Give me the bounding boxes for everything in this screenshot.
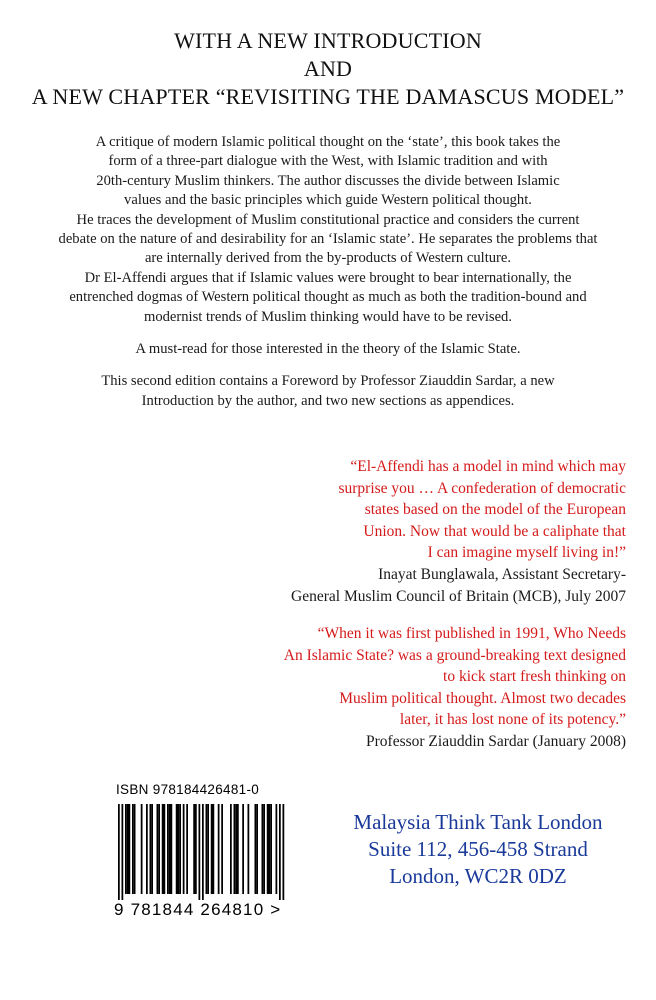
barcode-bar	[176, 804, 178, 894]
barcode-bar	[202, 804, 204, 900]
review-quote-sardar	[166, 623, 626, 753]
barcode-bar	[248, 804, 250, 894]
description-line: entrenched dogmas of Western political thought as much as both the tradition-bound and	[69, 289, 587, 306]
description-line: Dr El-Affendi argues that if Islamic values were brought to bear internationally, the	[84, 269, 572, 286]
quote-line: to kick start fresh thinking on	[443, 668, 626, 686]
barcode-bar	[186, 804, 188, 894]
barcode-bar	[234, 804, 236, 894]
barcode-bar	[269, 804, 271, 894]
barcode-bar	[262, 804, 264, 894]
barcode-bar	[218, 804, 220, 894]
quote-line: later, it has lost none of its potency.”	[399, 711, 626, 729]
barcode-bar	[169, 804, 171, 894]
barcode-bar	[125, 804, 127, 894]
barcode-bar	[171, 804, 173, 894]
publisher-address	[318, 809, 638, 890]
heading-line-1: WITH A NEW INTRODUCTION	[174, 28, 482, 53]
description-line: 20th-century Muslim thinkers. The author discusses the divide between Islamic	[96, 172, 560, 189]
barcode-bar	[195, 804, 197, 894]
book-description	[30, 133, 626, 411]
barcode-bar	[151, 804, 153, 894]
barcode-bar	[183, 804, 185, 894]
barcode-bar	[207, 804, 209, 894]
heading-line-2: AND	[303, 56, 353, 81]
barcode-digits: 9 781844 264810 >	[114, 900, 282, 919]
description-line: A critique of modern Islamic political thought on the ‘state’, this book takes the	[95, 134, 561, 150]
quote-line: “El-Affendi has a model in mind which may	[350, 458, 626, 475]
description-line: Introduction by the author, and two new sections as appendices.	[141, 392, 515, 409]
barcode-bar	[211, 804, 213, 894]
quote-line: surprise you … A confederation of democratic	[338, 479, 626, 497]
barcode-bar	[276, 804, 278, 894]
barcode-bar	[178, 804, 180, 894]
barcode-bar	[221, 804, 223, 894]
description-paragraph-3	[30, 372, 626, 411]
barcode-bar	[283, 804, 285, 900]
barcode-bar	[193, 804, 195, 894]
barcode-bar	[256, 804, 258, 894]
quote-line: “When it was first published in 1991, Who Needs	[317, 625, 626, 642]
barcode-bar	[167, 804, 169, 894]
description-line: values and the basic principles which guide Western political thought.	[124, 192, 532, 209]
quote-attribution: Professor Ziauddin Sardar (January 2008)	[366, 732, 626, 750]
barcode-bar	[235, 804, 237, 894]
quote-attribution: General Muslim Council of Britain (MCB), July 2007	[291, 587, 626, 605]
quote-line: I can imagine myself living in!”	[427, 544, 626, 562]
description-line: debate on the nature of and desirability for an ‘Islamic state’. He separates the problems that	[58, 231, 598, 248]
barcode-bar	[267, 804, 269, 894]
barcode-bar	[199, 804, 201, 900]
description-line: form of a three-part dialogue with the West, with Islamic tradition and with	[108, 153, 548, 170]
quote-line: Muslim political thought. Almost two decades	[339, 689, 626, 707]
barcode-bar	[141, 804, 143, 894]
barcode-bar	[242, 804, 244, 894]
review-quote-bunglawala	[166, 456, 626, 607]
description-line: modernist trends of Muslim thinking would have to be revised.	[143, 308, 513, 325]
barcode-bar	[122, 804, 124, 900]
barcode-bar	[146, 804, 148, 894]
heading-line-3: A NEW CHAPTER “REVISITING THE DAMASCUS MODEL”	[31, 84, 625, 109]
barcode-bar	[270, 804, 272, 894]
barcode-bar	[134, 804, 136, 894]
barcode-bar	[118, 804, 120, 900]
barcode-bar	[158, 804, 160, 894]
description-line: This second edition contains a Foreword by Professor Ziauddin Sardar, a new	[101, 373, 555, 390]
quote-attribution: Inayat Bunglawala, Assistant Secretary-	[378, 565, 626, 583]
description-line: He traces the development of Muslim constitutional practice and considers the current	[76, 211, 580, 228]
address-line-2: Suite 112, 456-458 Strand	[368, 837, 588, 861]
paragraph-gap	[30, 359, 626, 372]
barcode-bar	[162, 804, 164, 894]
barcode-bar	[150, 804, 152, 894]
barcode-bar	[157, 804, 159, 894]
barcode-bar	[164, 804, 166, 894]
barcode-bar	[230, 804, 232, 894]
barcode-bar	[127, 804, 129, 894]
quote-line: An Islamic State? was a ground-breaking text designed	[283, 646, 626, 664]
quote-line: Union. Now that would be a caliphate that	[363, 522, 626, 540]
barcode-bar	[206, 804, 208, 894]
barcode-bar	[237, 804, 239, 894]
quote-line: states based on the model of the European	[364, 501, 626, 519]
barcode-bar	[255, 804, 257, 894]
cover-heading	[0, 27, 656, 111]
description-paragraph-2: A must-read for those interested in the theory of the Islamic State.	[135, 341, 521, 358]
barcode-bar	[129, 804, 131, 894]
description-line: are internally derived from the by-products of Western culture.	[144, 250, 512, 267]
paragraph-gap	[30, 327, 626, 340]
barcode-bar	[279, 804, 281, 900]
address-line-1: Malaysia Think Tank London	[353, 810, 603, 834]
barcode-bar	[263, 804, 265, 894]
barcode-graphic	[110, 798, 290, 900]
barcode-bar	[179, 804, 181, 894]
barcode-bar	[132, 804, 134, 894]
address-line-3: London, WC2R 0DZ	[389, 864, 567, 888]
description-paragraph-1	[30, 133, 626, 327]
barcode-bar	[213, 804, 215, 894]
isbn-label: ISBN 978184426481-0	[116, 782, 260, 797]
